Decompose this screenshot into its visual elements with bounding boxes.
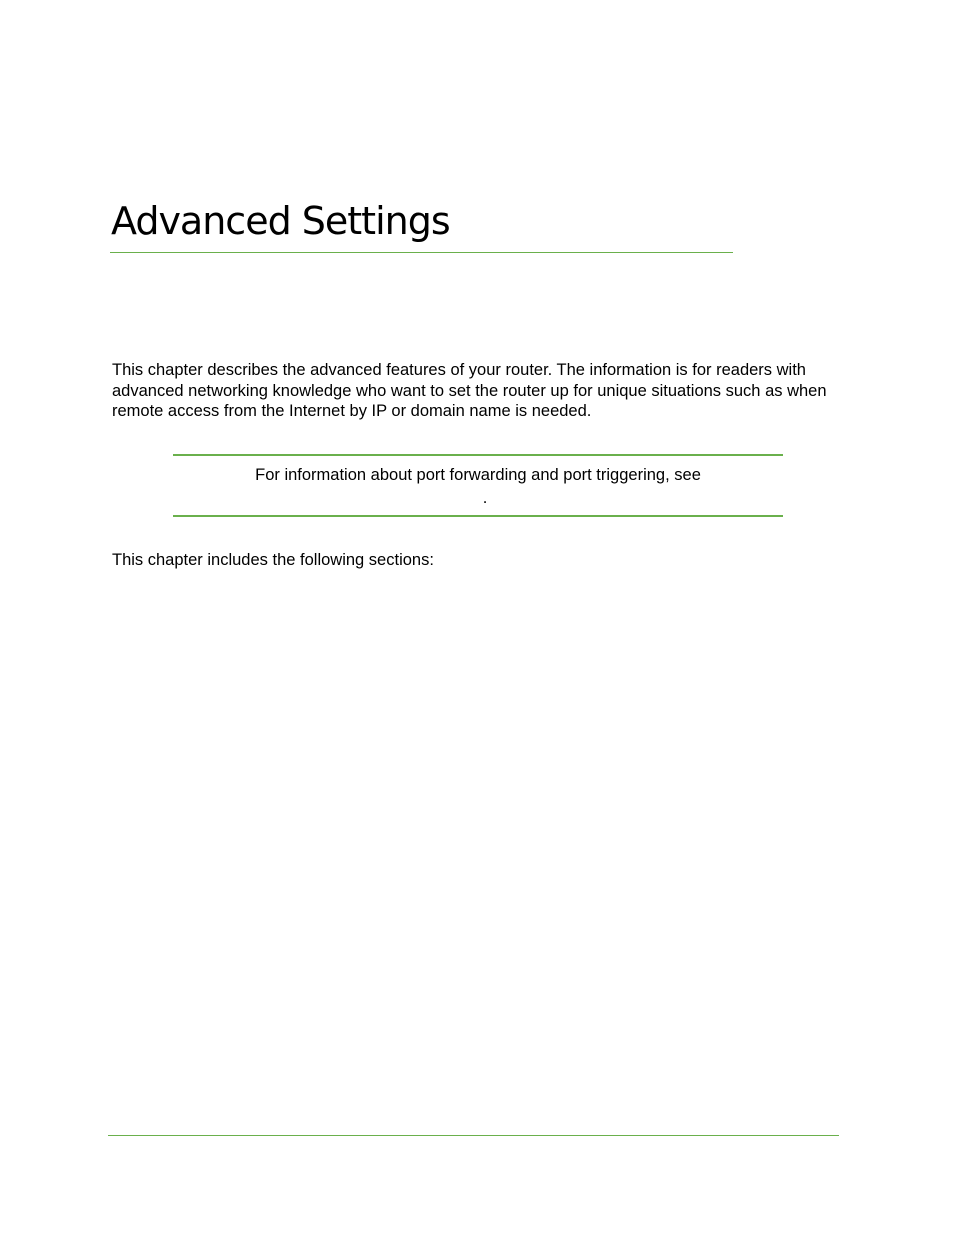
note-box [173, 454, 783, 517]
note-text-end: . [482, 489, 488, 507]
intro-paragraph: This chapter describes the advanced features of your router. The information is for readers with advanced networking knowledge who want to set the router up for unique situations such as when remote access from the Internet by IP or domain name is needed. [112, 361, 827, 420]
title-divider [110, 252, 733, 253]
note-text: For information about port forwarding and port triggering, see [255, 466, 701, 484]
footer-divider [108, 1135, 839, 1136]
sections-intro: This chapter includes the following sections: [112, 551, 434, 569]
page-title: Advanced Settings [111, 199, 450, 243]
